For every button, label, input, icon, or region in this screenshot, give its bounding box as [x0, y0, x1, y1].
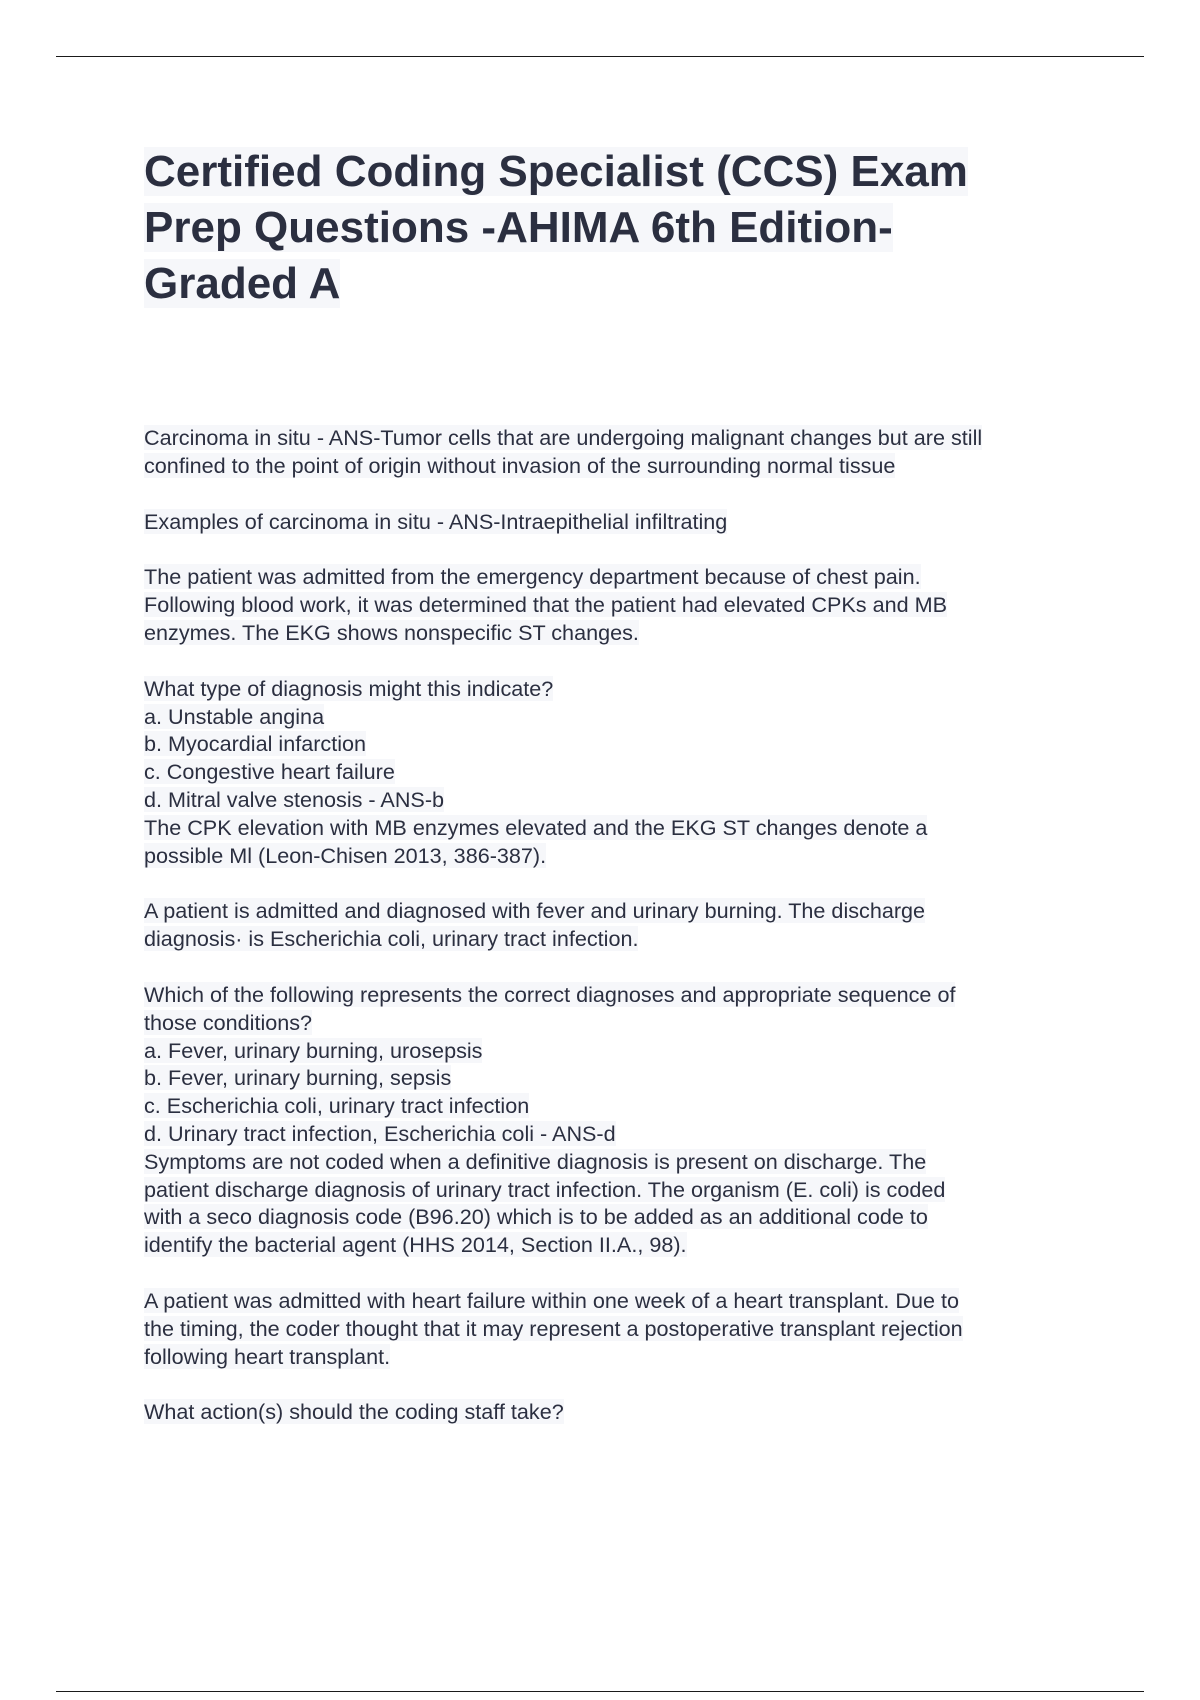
- answer-option: d. Mitral valve stenosis - ANS-b: [144, 786, 445, 812]
- answer-explanation: Symptoms are not coded when a definitive diagnosis is present on discharge. The: [144, 1148, 927, 1174]
- question-diagnosis-sequence: [144, 981, 1094, 1259]
- paragraph-carcinoma-in-situ: [144, 424, 1094, 480]
- question-text: Which of the following represents the correct diagnoses and appropriate sequence of: [144, 981, 956, 1007]
- answer-explanation: with a seco diagnosis code (B96.20) which is to be added as an additional code to: [144, 1204, 928, 1230]
- text-line: Examples of carcinoma in situ - ANS-Intraepithelial infiltrating: [144, 508, 728, 534]
- question-coding-action: [144, 1398, 1094, 1426]
- answer-explanation: patient discharge diagnosis of urinary tract infection. The organism (E. coli) is coded: [144, 1176, 946, 1202]
- title-line: Prep Questions -AHIMA 6th Edition-: [144, 203, 893, 252]
- paragraph-heart-transplant-case: [144, 1287, 1094, 1370]
- bottom-rule: [56, 1691, 1144, 1692]
- answer-option: c. Escherichia coli, urinary tract infection: [144, 1093, 530, 1119]
- question-diagnosis-type: [144, 675, 1094, 870]
- title-line: Certified Coding Specialist (CCS) Exam: [144, 147, 968, 196]
- question-text: those conditions?: [144, 1009, 313, 1035]
- answer-explanation: The CPK elevation with MB enzymes elevated and the EKG ST changes denote a: [144, 814, 928, 840]
- paragraph-chest-pain-case: [144, 563, 1094, 646]
- text-line: the timing, the coder thought that it may represent a postoperative transplant rejection: [144, 1315, 963, 1341]
- text-line: Carcinoma in situ - ANS-Tumor cells that are undergoing malignant changes but are still: [144, 425, 983, 450]
- document-body: [144, 424, 1094, 1454]
- text-line: confined to the point of origin without invasion of the surrounding normal tissue: [144, 452, 896, 478]
- answer-option: c. Congestive heart failure: [144, 759, 395, 785]
- text-line: following heart transplant.: [144, 1343, 391, 1369]
- answer-option: a. Unstable angina: [144, 703, 325, 729]
- answer-explanation: possible Ml (Leon-Chisen 2013, 386-387).: [144, 842, 547, 868]
- document-title: [144, 144, 1064, 312]
- answer-option: d. Urinary tract infection, Escherichia coli - ANS-d: [144, 1120, 616, 1146]
- text-line: A patient is admitted and diagnosed with fever and urinary burning. The discharge: [144, 898, 926, 924]
- answer-option: b. Myocardial infarction: [144, 731, 367, 757]
- title-line: Graded A: [144, 259, 341, 308]
- paragraph-carcinoma-examples: [144, 508, 1094, 536]
- text-line: The patient was admitted from the emergency department because of chest pain.: [144, 564, 921, 590]
- text-line: A patient was admitted with heart failure within one week of a heart transplant. Due to: [144, 1287, 960, 1313]
- question-text: What type of diagnosis might this indicate?: [144, 675, 554, 701]
- question-text: What action(s) should the coding staff take?: [144, 1399, 564, 1425]
- top-rule: [56, 56, 1144, 57]
- text-line: Following blood work, it was determined that the patient had elevated CPKs and MB: [144, 592, 948, 618]
- answer-explanation: identify the bacterial agent (HHS 2014, Section II.A., 98).: [144, 1232, 687, 1258]
- paragraph-uti-case: [144, 897, 1094, 953]
- answer-option: a. Fever, urinary burning, urosepsis: [144, 1037, 483, 1063]
- text-line: enzymes. The EKG shows nonspecific ST changes.: [144, 619, 639, 645]
- text-line: diagnosis· is Escherichia coli, urinary tract infection.: [144, 926, 639, 952]
- answer-option: b. Fever, urinary burning, sepsis: [144, 1065, 452, 1091]
